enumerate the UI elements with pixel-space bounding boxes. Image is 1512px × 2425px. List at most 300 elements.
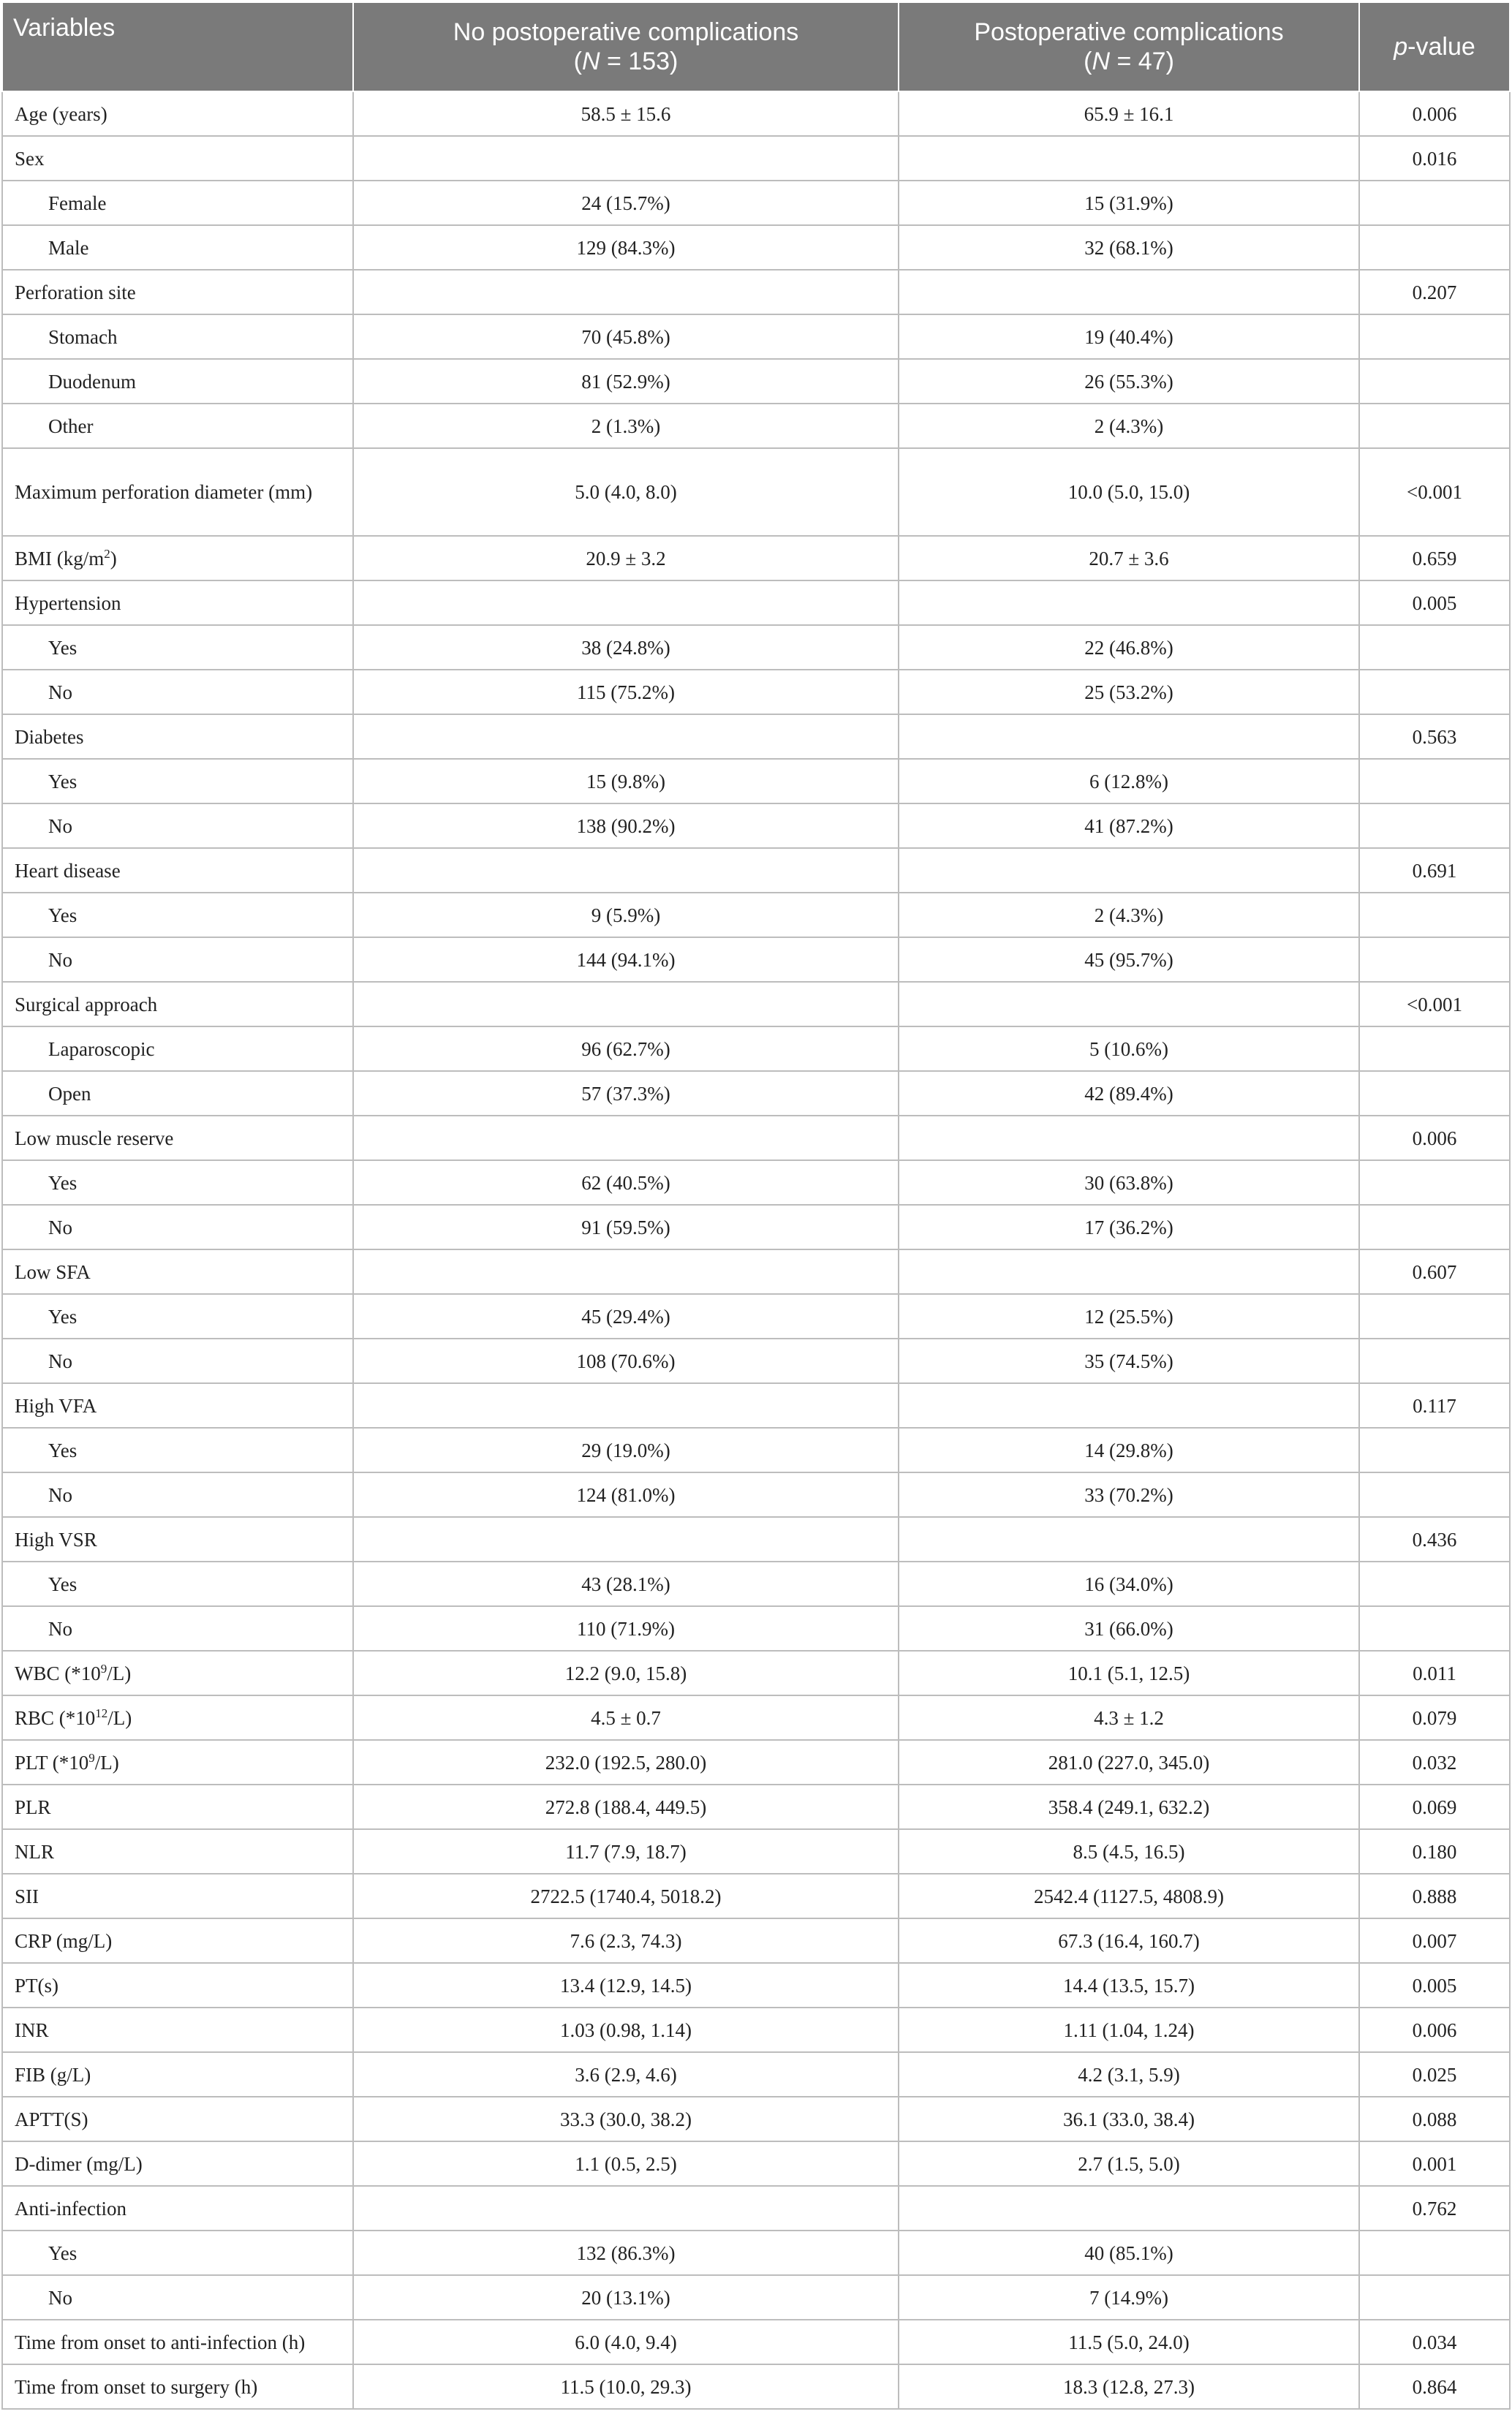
variable-label: Surgical approach bbox=[15, 993, 158, 1015]
cell-no-complications: 11.7 (7.9, 18.7) bbox=[353, 1829, 899, 1874]
cell-no-complications: 24 (15.7%) bbox=[353, 181, 899, 225]
cell-variable bbox=[2, 270, 353, 314]
cell-no-complications bbox=[353, 270, 899, 314]
table-row bbox=[2, 1695, 1510, 1740]
header-complications bbox=[899, 2, 1359, 91]
variable-label: Low SFA bbox=[15, 1260, 91, 1283]
variable-suffix: ) bbox=[110, 547, 117, 570]
cell-complications bbox=[899, 270, 1359, 314]
cell-no-complications: 91 (59.5%) bbox=[353, 1205, 899, 1249]
table-row bbox=[2, 1472, 1510, 1517]
cell-complications: 42 (89.4%) bbox=[899, 1071, 1359, 1116]
cell-no-complications bbox=[353, 580, 899, 625]
cell-p-value bbox=[1359, 1026, 1510, 1071]
variable-label: Yes bbox=[48, 1305, 78, 1328]
table-row bbox=[2, 1071, 1510, 1116]
cell-complications: 12 (25.5%) bbox=[899, 1294, 1359, 1339]
cell-no-complications: 108 (70.6%) bbox=[353, 1339, 899, 1383]
table-row bbox=[2, 1963, 1510, 2008]
variable-label: Low muscle reserve bbox=[15, 1127, 174, 1149]
cell-complications: 32 (68.1%) bbox=[899, 225, 1359, 270]
cell-variable bbox=[2, 1071, 353, 1116]
cell-p-value: 0.762 bbox=[1359, 2186, 1510, 2231]
cell-complications: 25 (53.2%) bbox=[899, 670, 1359, 714]
cell-p-value bbox=[1359, 1294, 1510, 1339]
table-row bbox=[2, 1517, 1510, 1562]
cell-p-value bbox=[1359, 2231, 1510, 2275]
cell-variable bbox=[2, 1472, 353, 1517]
cell-complications: 281.0 (227.0, 345.0) bbox=[899, 1740, 1359, 1785]
variable-label: Yes bbox=[48, 1573, 78, 1595]
variable-label: Diabetes bbox=[15, 725, 84, 748]
cell-no-complications: 11.5 (10.0, 29.3) bbox=[353, 2364, 899, 2409]
cell-variable bbox=[2, 1205, 353, 1249]
header-no-complications-n: (N = 153) bbox=[573, 48, 678, 75]
cell-p-value: 0.207 bbox=[1359, 270, 1510, 314]
cell-no-complications: 132 (86.3%) bbox=[353, 2231, 899, 2275]
cell-p-value: 0.607 bbox=[1359, 1249, 1510, 1294]
cell-no-complications: 3.6 (2.9, 4.6) bbox=[353, 2052, 899, 2097]
variable-label: No bbox=[48, 2286, 72, 2309]
table-row bbox=[2, 1740, 1510, 1785]
cell-complications: 36.1 (33.0, 38.4) bbox=[899, 2097, 1359, 2141]
table-row bbox=[2, 1026, 1510, 1071]
variable-label: High VFA bbox=[15, 1394, 97, 1417]
cell-p-value bbox=[1359, 937, 1510, 982]
variable-label: Open bbox=[48, 1082, 91, 1105]
cell-no-complications: 6.0 (4.0, 9.4) bbox=[353, 2320, 899, 2364]
cell-p-value: 0.007 bbox=[1359, 1918, 1510, 1963]
cell-complications: 35 (74.5%) bbox=[899, 1339, 1359, 1383]
cell-complications: 4.3 ± 1.2 bbox=[899, 1695, 1359, 1740]
cell-complications: 10.0 (5.0, 15.0) bbox=[899, 448, 1359, 536]
cell-complications bbox=[899, 2186, 1359, 2231]
cell-complications: 17 (36.2%) bbox=[899, 1205, 1359, 1249]
cell-p-value bbox=[1359, 1160, 1510, 1205]
cell-variable bbox=[2, 2141, 353, 2186]
table-row bbox=[2, 536, 1510, 580]
variable-label: Female bbox=[48, 192, 107, 214]
cell-variable bbox=[2, 1294, 353, 1339]
cell-no-complications: 12.2 (9.0, 15.8) bbox=[353, 1651, 899, 1695]
cell-p-value: 0.563 bbox=[1359, 714, 1510, 759]
cell-no-complications: 138 (90.2%) bbox=[353, 803, 899, 848]
cell-variable bbox=[2, 314, 353, 359]
cell-complications: 11.5 (5.0, 24.0) bbox=[899, 2320, 1359, 2364]
cell-variable bbox=[2, 181, 353, 225]
cell-no-complications: 7.6 (2.3, 74.3) bbox=[353, 1918, 899, 1963]
table-row bbox=[2, 580, 1510, 625]
table-row bbox=[2, 2186, 1510, 2231]
cell-p-value: 0.005 bbox=[1359, 580, 1510, 625]
variable-label: NLR bbox=[15, 1840, 54, 1863]
cell-variable bbox=[2, 225, 353, 270]
cell-no-complications bbox=[353, 982, 899, 1026]
variable-label: Sex bbox=[15, 147, 45, 170]
header-complications-title: Postoperative complications bbox=[974, 18, 1284, 46]
cell-p-value: 0.006 bbox=[1359, 91, 1510, 136]
cell-no-complications: 110 (71.9%) bbox=[353, 1606, 899, 1651]
cell-variable bbox=[2, 1249, 353, 1294]
table-row bbox=[2, 1294, 1510, 1339]
variable-label: Yes bbox=[48, 770, 78, 792]
table-row bbox=[2, 803, 1510, 848]
cell-complications bbox=[899, 1517, 1359, 1562]
cell-no-complications: 4.5 ± 0.7 bbox=[353, 1695, 899, 1740]
cell-p-value bbox=[1359, 314, 1510, 359]
variable-superscript: 12 bbox=[95, 1706, 108, 1720]
cell-no-complications: 5.0 (4.0, 8.0) bbox=[353, 448, 899, 536]
variable-label: Anti-infection bbox=[15, 2197, 126, 2220]
cell-complications bbox=[899, 714, 1359, 759]
cell-no-complications: 20 (13.1%) bbox=[353, 2275, 899, 2320]
cell-complications: 20.7 ± 3.6 bbox=[899, 536, 1359, 580]
cell-p-value: 0.079 bbox=[1359, 1695, 1510, 1740]
cell-p-value: 0.691 bbox=[1359, 848, 1510, 893]
cell-complications: 2 (4.3%) bbox=[899, 404, 1359, 448]
cell-variable bbox=[2, 1874, 353, 1918]
cell-no-complications: 9 (5.9%) bbox=[353, 893, 899, 937]
table-row bbox=[2, 759, 1510, 803]
cell-variable bbox=[2, 1740, 353, 1785]
variable-label: SII bbox=[15, 1885, 39, 1907]
table-row bbox=[2, 1785, 1510, 1829]
cell-complications: 33 (70.2%) bbox=[899, 1472, 1359, 1517]
cell-variable bbox=[2, 625, 353, 670]
cell-p-value bbox=[1359, 225, 1510, 270]
cell-p-value bbox=[1359, 1428, 1510, 1472]
variable-label: Maximum perforation diameter (mm) bbox=[15, 481, 313, 503]
variable-label: APTT(S) bbox=[15, 2108, 88, 2130]
variable-label: No bbox=[48, 1483, 72, 1506]
cell-complications: 14.4 (13.5, 15.7) bbox=[899, 1963, 1359, 2008]
table-row bbox=[2, 270, 1510, 314]
table-row bbox=[2, 893, 1510, 937]
variable-label: Age (years) bbox=[15, 102, 107, 125]
cell-variable bbox=[2, 1339, 353, 1383]
table-row bbox=[2, 1562, 1510, 1606]
table-row bbox=[2, 2364, 1510, 2409]
cell-complications: 6 (12.8%) bbox=[899, 759, 1359, 803]
variable-label: D-dimer (mg/L) bbox=[15, 2152, 143, 2175]
variable-superscript: 2 bbox=[104, 546, 110, 561]
cell-variable bbox=[2, 2231, 353, 2275]
cell-variable bbox=[2, 1918, 353, 1963]
cell-complications: 15 (31.9%) bbox=[899, 181, 1359, 225]
table-row bbox=[2, 359, 1510, 404]
cell-complications bbox=[899, 848, 1359, 893]
cell-p-value: <0.001 bbox=[1359, 982, 1510, 1026]
cell-no-complications: 124 (81.0%) bbox=[353, 1472, 899, 1517]
table-row bbox=[2, 2320, 1510, 2364]
table-row bbox=[2, 225, 1510, 270]
variable-label: No bbox=[48, 1617, 72, 1640]
variable-label: PLT (*10 bbox=[15, 1751, 89, 1774]
cell-p-value: 0.180 bbox=[1359, 1829, 1510, 1874]
cell-p-value: 0.436 bbox=[1359, 1517, 1510, 1562]
cell-complications: 14 (29.8%) bbox=[899, 1428, 1359, 1472]
cell-p-value bbox=[1359, 670, 1510, 714]
variable-label: WBC (*10 bbox=[15, 1662, 101, 1684]
variable-label: CRP (mg/L) bbox=[15, 1929, 113, 1952]
table-row bbox=[2, 1829, 1510, 1874]
cell-no-complications: 232.0 (192.5, 280.0) bbox=[353, 1740, 899, 1785]
cell-p-value bbox=[1359, 2275, 1510, 2320]
cell-variable bbox=[2, 1829, 353, 1874]
cell-complications: 45 (95.7%) bbox=[899, 937, 1359, 982]
variable-label: Yes bbox=[48, 636, 78, 659]
cell-complications: 358.4 (249.1, 632.2) bbox=[899, 1785, 1359, 1829]
table-row bbox=[2, 1116, 1510, 1160]
cell-p-value bbox=[1359, 759, 1510, 803]
header-complications-n-value: = 47) bbox=[1110, 48, 1174, 75]
cell-no-complications: 1.1 (0.5, 2.5) bbox=[353, 2141, 899, 2186]
variable-label: Time from onset to anti-infection (h) bbox=[15, 2331, 306, 2353]
cell-variable bbox=[2, 1562, 353, 1606]
cell-no-complications: 20.9 ± 3.2 bbox=[353, 536, 899, 580]
table-row bbox=[2, 1205, 1510, 1249]
cell-variable bbox=[2, 937, 353, 982]
cell-no-complications bbox=[353, 848, 899, 893]
variable-label: No bbox=[48, 1216, 72, 1238]
variable-label: No bbox=[48, 1350, 72, 1372]
cell-variable bbox=[2, 1695, 353, 1740]
cell-no-complications bbox=[353, 1383, 899, 1428]
cell-no-complications: 58.5 ± 15.6 bbox=[353, 91, 899, 136]
header-p-italic: p bbox=[1394, 33, 1408, 61]
cell-variable bbox=[2, 359, 353, 404]
cell-variable bbox=[2, 2186, 353, 2231]
cell-no-complications bbox=[353, 714, 899, 759]
table-row bbox=[2, 2231, 1510, 2275]
header-p-rest: -value bbox=[1407, 33, 1475, 61]
cell-variable bbox=[2, 91, 353, 136]
variable-label: No bbox=[48, 948, 72, 971]
cell-no-complications: 272.8 (188.4, 449.5) bbox=[353, 1785, 899, 1829]
table-row bbox=[2, 1160, 1510, 1205]
cell-complications: 8.5 (4.5, 16.5) bbox=[899, 1829, 1359, 1874]
cell-complications: 16 (34.0%) bbox=[899, 1562, 1359, 1606]
cell-variable bbox=[2, 893, 353, 937]
cell-p-value: <0.001 bbox=[1359, 448, 1510, 536]
cell-complications: 40 (85.1%) bbox=[899, 2231, 1359, 2275]
table-row bbox=[2, 91, 1510, 136]
variable-label: RBC (*10 bbox=[15, 1706, 96, 1729]
cell-p-value bbox=[1359, 803, 1510, 848]
cell-no-complications: 57 (37.3%) bbox=[353, 1071, 899, 1116]
cell-p-value: 0.011 bbox=[1359, 1651, 1510, 1695]
header-row bbox=[2, 2, 1510, 91]
cell-p-value: 0.016 bbox=[1359, 136, 1510, 181]
variable-label: BMI (kg/m bbox=[15, 547, 105, 570]
cell-p-value: 0.032 bbox=[1359, 1740, 1510, 1785]
table-row bbox=[2, 2141, 1510, 2186]
cell-p-value bbox=[1359, 1472, 1510, 1517]
variable-superscript: 9 bbox=[100, 1661, 107, 1676]
cell-variable bbox=[2, 2364, 353, 2409]
cell-no-complications: 62 (40.5%) bbox=[353, 1160, 899, 1205]
cell-no-complications bbox=[353, 2186, 899, 2231]
cell-p-value: 0.659 bbox=[1359, 536, 1510, 580]
cell-variable bbox=[2, 848, 353, 893]
cell-no-complications: 2722.5 (1740.4, 5018.2) bbox=[353, 1874, 899, 1918]
cell-complications: 2.7 (1.5, 5.0) bbox=[899, 2141, 1359, 2186]
variable-label: High VSR bbox=[15, 1528, 97, 1551]
cell-variable bbox=[2, 1606, 353, 1651]
cell-variable bbox=[2, 1428, 353, 1472]
variable-label: Yes bbox=[48, 904, 78, 926]
cell-p-value bbox=[1359, 893, 1510, 937]
cell-variable bbox=[2, 448, 353, 536]
variable-label: Male bbox=[48, 236, 89, 259]
cell-complications bbox=[899, 136, 1359, 181]
cell-complications: 26 (55.3%) bbox=[899, 359, 1359, 404]
cell-p-value: 0.006 bbox=[1359, 1116, 1510, 1160]
cell-no-complications: 144 (94.1%) bbox=[353, 937, 899, 982]
table-row bbox=[2, 1339, 1510, 1383]
cell-variable bbox=[2, 1116, 353, 1160]
cell-variable bbox=[2, 2008, 353, 2052]
cell-complications: 18.3 (12.8, 27.3) bbox=[899, 2364, 1359, 2409]
variable-label: No bbox=[48, 681, 72, 703]
cell-no-complications: 129 (84.3%) bbox=[353, 225, 899, 270]
cell-variable bbox=[2, 1160, 353, 1205]
cell-complications bbox=[899, 982, 1359, 1026]
cell-complications bbox=[899, 1383, 1359, 1428]
variable-label: Stomach bbox=[48, 325, 118, 348]
cell-variable bbox=[2, 1026, 353, 1071]
cell-variable bbox=[2, 1517, 353, 1562]
variable-label: Yes bbox=[48, 1171, 78, 1194]
cell-p-value: 0.025 bbox=[1359, 2052, 1510, 2097]
variable-label: No bbox=[48, 814, 72, 837]
table-row bbox=[2, 1918, 1510, 1963]
cell-complications: 2 (4.3%) bbox=[899, 893, 1359, 937]
cell-p-value bbox=[1359, 1606, 1510, 1651]
variable-label: PT(s) bbox=[15, 1974, 58, 1997]
table-row bbox=[2, 1874, 1510, 1918]
cell-p-value bbox=[1359, 625, 1510, 670]
cell-complications: 31 (66.0%) bbox=[899, 1606, 1359, 1651]
variable-label: Hypertension bbox=[15, 591, 121, 614]
table-row bbox=[2, 448, 1510, 536]
cell-no-complications bbox=[353, 1517, 899, 1562]
cell-p-value: 0.117 bbox=[1359, 1383, 1510, 1428]
cell-no-complications: 13.4 (12.9, 14.5) bbox=[353, 1963, 899, 2008]
cell-variable bbox=[2, 1651, 353, 1695]
table-row bbox=[2, 2097, 1510, 2141]
cell-variable bbox=[2, 2052, 353, 2097]
variable-label: Duodenum bbox=[48, 370, 136, 393]
variable-label: Perforation site bbox=[15, 281, 136, 303]
cell-complications: 10.1 (5.1, 12.5) bbox=[899, 1651, 1359, 1695]
cell-variable bbox=[2, 1963, 353, 2008]
header-no-complications-title: No postoperative complications bbox=[453, 18, 799, 46]
cell-variable bbox=[2, 1383, 353, 1428]
cell-no-complications: 96 (62.7%) bbox=[353, 1026, 899, 1071]
table-row bbox=[2, 1249, 1510, 1294]
cell-no-complications: 1.03 (0.98, 1.14) bbox=[353, 2008, 899, 2052]
cell-variable bbox=[2, 580, 353, 625]
cell-complications: 1.11 (1.04, 1.24) bbox=[899, 2008, 1359, 2052]
cell-no-complications: 38 (24.8%) bbox=[353, 625, 899, 670]
cell-p-value bbox=[1359, 359, 1510, 404]
variable-suffix: /L) bbox=[94, 1751, 119, 1774]
header-no-complications-n-value: = 153) bbox=[600, 48, 678, 75]
cell-no-complications: 2 (1.3%) bbox=[353, 404, 899, 448]
variable-superscript: 9 bbox=[88, 1750, 95, 1765]
variable-label: Laparoscopic bbox=[48, 1037, 155, 1060]
cell-p-value bbox=[1359, 1071, 1510, 1116]
cell-p-value: 0.005 bbox=[1359, 1963, 1510, 2008]
cell-p-value: 0.069 bbox=[1359, 1785, 1510, 1829]
cell-p-value bbox=[1359, 1562, 1510, 1606]
cell-no-complications: 33.3 (30.0, 38.2) bbox=[353, 2097, 899, 2141]
table-row bbox=[2, 1383, 1510, 1428]
cell-p-value: 0.006 bbox=[1359, 2008, 1510, 2052]
cell-variable bbox=[2, 136, 353, 181]
cell-variable bbox=[2, 714, 353, 759]
cell-no-complications bbox=[353, 136, 899, 181]
cell-complications bbox=[899, 1249, 1359, 1294]
cell-complications: 67.3 (16.4, 160.7) bbox=[899, 1918, 1359, 1963]
cell-variable bbox=[2, 759, 353, 803]
header-no-complications bbox=[353, 2, 899, 91]
cell-complications bbox=[899, 580, 1359, 625]
variable-label: PLR bbox=[15, 1796, 51, 1818]
cell-p-value: 0.888 bbox=[1359, 1874, 1510, 1918]
variable-label: Yes bbox=[48, 1439, 78, 1461]
cell-p-value bbox=[1359, 181, 1510, 225]
table-header bbox=[2, 2, 1510, 91]
table-row bbox=[2, 2052, 1510, 2097]
cell-p-value: 0.001 bbox=[1359, 2141, 1510, 2186]
cell-no-complications: 81 (52.9%) bbox=[353, 359, 899, 404]
header-complications-n: (N = 47) bbox=[1084, 48, 1174, 75]
cell-variable bbox=[2, 1785, 353, 1829]
cell-complications: 41 (87.2%) bbox=[899, 803, 1359, 848]
cell-p-value: 0.864 bbox=[1359, 2364, 1510, 2409]
cell-complications: 7 (14.9%) bbox=[899, 2275, 1359, 2320]
cell-no-complications: 115 (75.2%) bbox=[353, 670, 899, 714]
variable-label: FIB (g/L) bbox=[15, 2063, 91, 2086]
variable-label: Time from onset to surgery (h) bbox=[15, 2375, 258, 2398]
header-p-value bbox=[1359, 2, 1510, 91]
table-row bbox=[2, 714, 1510, 759]
cell-variable bbox=[2, 2320, 353, 2364]
table-row bbox=[2, 1651, 1510, 1695]
cell-complications: 30 (63.8%) bbox=[899, 1160, 1359, 1205]
cell-complications: 22 (46.8%) bbox=[899, 625, 1359, 670]
cell-complications: 65.9 ± 16.1 bbox=[899, 91, 1359, 136]
table-row bbox=[2, 404, 1510, 448]
table-row bbox=[2, 314, 1510, 359]
cell-p-value: 0.034 bbox=[1359, 2320, 1510, 2364]
header-variables: Variables bbox=[2, 2, 353, 91]
table-body bbox=[2, 91, 1510, 2409]
variable-suffix: /L) bbox=[107, 1662, 132, 1684]
data-table bbox=[1, 1, 1511, 2410]
table-row bbox=[2, 848, 1510, 893]
table-row bbox=[2, 2008, 1510, 2052]
variable-label: Heart disease bbox=[15, 859, 121, 882]
cell-complications: 19 (40.4%) bbox=[899, 314, 1359, 359]
table-row bbox=[2, 670, 1510, 714]
table-row bbox=[2, 1606, 1510, 1651]
table-row bbox=[2, 625, 1510, 670]
header-complications-n-label: N bbox=[1092, 48, 1110, 75]
variable-suffix: /L) bbox=[107, 1706, 132, 1729]
